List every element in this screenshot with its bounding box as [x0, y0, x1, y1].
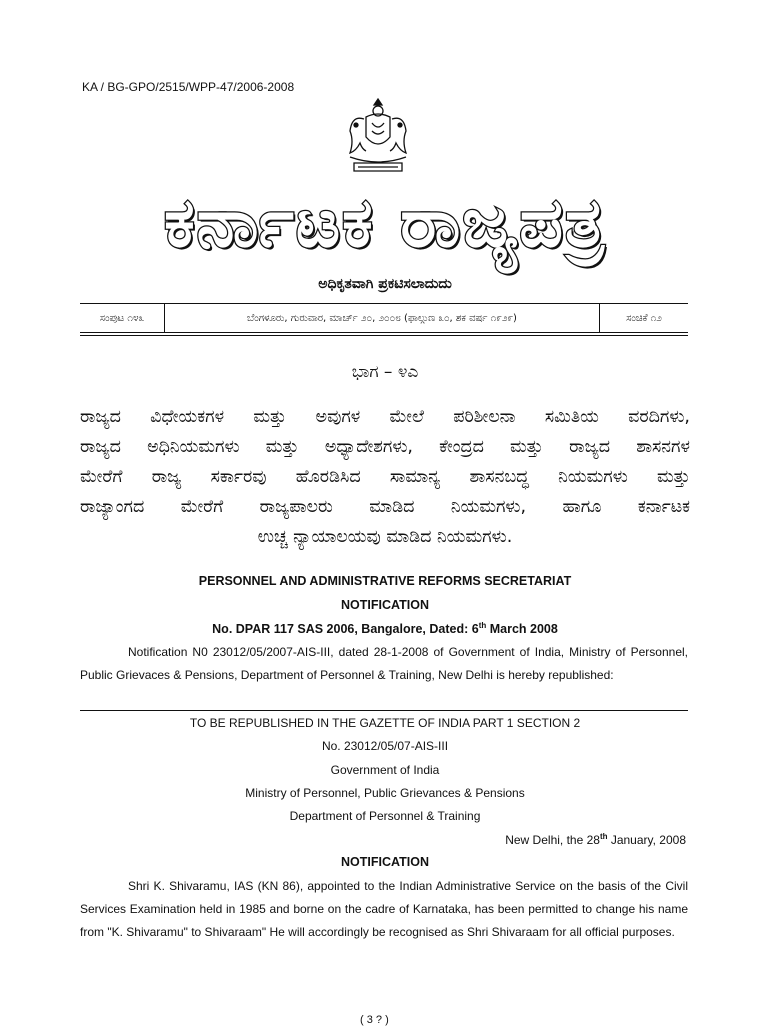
- page-number: ( 3 ? ): [360, 1014, 389, 1026]
- issue-number: ಸಂಚಿಕೆ ೧೨: [626, 312, 662, 324]
- notification-number-text: No. DPAR 117 SAS 2006, Bangalore, Dated: 6: [212, 622, 479, 637]
- issue-info-bar: [80, 303, 688, 333]
- part-description-line: ರಾಜ್ಯಾಂಗದ ಮೇರೆಗೆ ರಾಜ್ಯಪಾಲರು ಮಾಡಿದ ನಿಯಮಗಳು, ಹಾಗೂ ಕರ್ನಾಟಕ: [80, 497, 690, 517]
- part-description-line: ಉಚ್ಚ ನ್ಯಾಯಾಲಯವು ಮಾಡಿದ ನಿಯಮಗಳು.: [257, 527, 513, 547]
- republish-ministry: Ministry of Personnel, Public Grievances & Pensions: [245, 786, 525, 800]
- notification-body: Shri K. Shivaramu, IAS (KN 86), appointed to the Indian Administrative Service on the basis of the Civil Services Examination held in 1985 and borne on the cadre of Karnataka, has been permitted to change his name from "K. Shivaramu" to Shivaraam" He will accordingly be recognised as Shri Shivaraam for all official purposes.: [80, 879, 688, 939]
- part-description-line: ರಾಜ್ಯದ ವಿಧೇಯಕಗಳ ಮತ್ತು ಅವುಗಳ ಮೇಲೆ ಪರಿಶೀಲನಾ ಸಮಿತಿಯ ವರದಿಗಳು,: [80, 407, 690, 427]
- issue-date: ಬೆಂಗಳೂರು, ಗುರುವಾರ, ಮಾರ್ಚ್ ೨೦, ೨೦೦೮ (ಫಾಲ್ಗುಣ ೩೦, ಶಕ ವರ್ಷ ೧೯೨೯): [165, 304, 600, 332]
- part-description-line: ರಾಜ್ಯದ ಅಧಿನಿಯಮಗಳು ಮತ್ತು ಅಧ್ಯಾದೇಶಗಳು, ಕೇಂದ್ರದ ಮತ್ತು ರಾಜ್ಯದ ಶಾಸನಗಳ: [80, 437, 690, 457]
- gazette-reference-code: KA / BG-GPO/2515/WPP-47/2006-2008: [82, 80, 295, 94]
- section-divider: [80, 710, 688, 711]
- notification-title: NOTIFICATION: [341, 598, 429, 612]
- state-emblem-icon: [342, 95, 414, 175]
- part-description: [80, 402, 690, 552]
- republish-heading: TO BE REPUBLISHED IN THE GAZETTE OF INDIA PART 1 SECTION 2: [189, 716, 581, 730]
- gazette-tagline: ಅಧಿಕೃತವಾಗಿ ಪ್ರಕಟಿಸಲಾದುದು: [318, 276, 452, 292]
- notification-intro: Notification N0 23012/05/2007-AIS-III, dated 28-1-2008 of Government of India, Ministry of Personnel, Public Grievaces & Pensions, Department of Personnel & Training, New Delhi is hereby republished:: [80, 645, 688, 682]
- part-description-line: ಮೇರೆಗೆ ರಾಜ್ಯ ಸರ್ಕಾರವು ಹೊರಡಿಸಿದ ಸಾಮಾನ್ಯ ಶಾಸನಬದ್ಧ ನಿಯಮಗಳು ಮತ್ತು: [80, 467, 690, 487]
- notification-number-sup: th: [478, 621, 487, 630]
- department-heading: PERSONNEL AND ADMINISTRATIVE REFORMS SECRETARIAT: [198, 574, 572, 588]
- header-divider: [80, 335, 688, 336]
- notification-number-month: March 2008: [486, 622, 558, 637]
- notification-number: [80, 621, 690, 636]
- volume-number: ಸಂಪುಟ ೧೪೩: [80, 304, 165, 332]
- gazette-masthead-title: ಕರ್ನಾಟಕ ರಾಜ್ಯಪತ್ರ: [164, 184, 606, 263]
- republish-date-text: New Delhi, the 28: [505, 833, 600, 847]
- republish-date-month: January, 2008: [607, 833, 686, 847]
- republish-department: Department of Personnel & Training: [289, 809, 481, 823]
- republish-date-sup: th: [599, 832, 608, 841]
- republish-date: [80, 832, 686, 847]
- republish-notification-title: NOTIFICATION: [341, 855, 429, 869]
- republish-ref-no: No. 23012/05/07-AIS-III: [321, 739, 449, 753]
- part-label: ಭಾಗ – ೪ಎ: [351, 362, 419, 382]
- republish-govt: Government of India: [330, 763, 440, 777]
